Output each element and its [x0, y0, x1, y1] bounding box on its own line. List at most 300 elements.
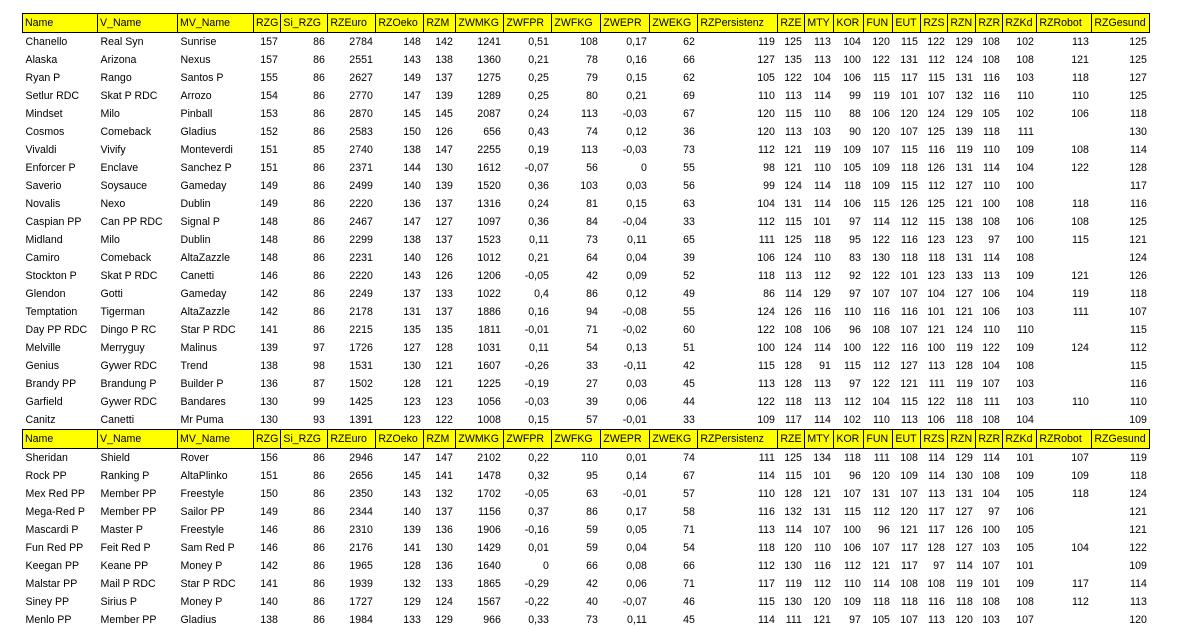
- table-cell: 131: [778, 195, 805, 213]
- table-cell: 1939: [328, 575, 376, 593]
- table-cell: Milo: [98, 105, 178, 123]
- table-cell: 121: [778, 159, 805, 177]
- table-cell: 86: [552, 503, 601, 521]
- table-cell: 66: [650, 557, 698, 575]
- table-cell: Brandung P: [98, 375, 178, 393]
- table-cell: 108: [976, 213, 1003, 231]
- table-cell: 101: [805, 467, 834, 485]
- table-cell: 0,37: [504, 503, 552, 521]
- table-cell: 46: [650, 593, 698, 611]
- table-cell: 115: [893, 33, 921, 52]
- table-cell: 0,24: [504, 105, 552, 123]
- table-cell: 112: [805, 575, 834, 593]
- table-cell: 39: [552, 393, 601, 411]
- table-cell: 111: [921, 375, 948, 393]
- table-cell: 126: [424, 249, 456, 267]
- table-cell: 118: [864, 593, 893, 611]
- table-row: [23, 593, 1150, 611]
- table-cell: 100: [921, 339, 948, 357]
- table-cell: 107: [976, 557, 1003, 575]
- table-cell: 81: [552, 195, 601, 213]
- table-cell: 91: [805, 357, 834, 375]
- table-cell: 118: [948, 411, 976, 429]
- table-cell: 133: [424, 285, 456, 303]
- table-cell: 115: [834, 357, 864, 375]
- table-cell: 128: [376, 557, 424, 575]
- table-cell: 122: [778, 69, 805, 87]
- table-cell: 122: [921, 33, 948, 52]
- table-header-row: [23, 14, 1150, 33]
- table-row: [23, 249, 1150, 267]
- table-cell: 0,36: [504, 177, 552, 195]
- table-cell: 109: [1092, 557, 1150, 575]
- table-cell: 56: [650, 177, 698, 195]
- table-cell: 56: [552, 159, 601, 177]
- table-cell: -0,11: [601, 357, 650, 375]
- table-cell: 130: [778, 557, 805, 575]
- table-cell: 86: [281, 195, 328, 213]
- table-cell: 125: [778, 231, 805, 249]
- table-cell: 111: [698, 231, 778, 249]
- table-cell: 86: [281, 485, 328, 503]
- table-cell: 40: [552, 593, 601, 611]
- table-cell: 99: [834, 87, 864, 105]
- column-header: RZG: [254, 430, 281, 449]
- table-cell: 93: [281, 411, 328, 429]
- table-cell: 131: [864, 485, 893, 503]
- table-cell: Vivify: [98, 141, 178, 159]
- table-cell: Tigerman: [98, 303, 178, 321]
- table-cell: Ranking P: [98, 467, 178, 485]
- table-cell: 142: [254, 285, 281, 303]
- table-cell: Rango: [98, 69, 178, 87]
- table-cell: 2249: [328, 285, 376, 303]
- column-header: Si_RZG: [281, 14, 328, 33]
- table-cell: 966: [456, 611, 504, 629]
- table-row: [23, 51, 1150, 69]
- table-cell: 128: [778, 375, 805, 393]
- table-cell: 118: [1092, 105, 1150, 123]
- table-cell: 0,4: [504, 285, 552, 303]
- table-cell: 33: [650, 213, 698, 231]
- column-header: RZOeko: [376, 430, 424, 449]
- table-cell: 128: [424, 339, 456, 357]
- table-cell: 106: [1003, 213, 1037, 231]
- table-cell: 114: [805, 87, 834, 105]
- table-cell: 153: [254, 105, 281, 123]
- table-cell: 86: [281, 51, 328, 69]
- table-cell: Merryguy: [98, 339, 178, 357]
- table-cell: 95: [834, 231, 864, 249]
- table-cell: 109: [864, 159, 893, 177]
- table-cell: 84: [552, 213, 601, 231]
- table-cell: Rock PP: [23, 467, 98, 485]
- table-cell: Midland: [23, 231, 98, 249]
- table-cell: 118: [1092, 467, 1150, 485]
- table-cell: 110: [698, 485, 778, 503]
- table-cell: Gameday: [178, 285, 254, 303]
- table-cell: 1429: [456, 539, 504, 557]
- table-cell: 111: [698, 449, 778, 468]
- table-cell: 138: [376, 231, 424, 249]
- table-cell: 106: [834, 195, 864, 213]
- column-header: MV_Name: [178, 430, 254, 449]
- table-cell: Master P: [98, 521, 178, 539]
- table-cell: 2784: [328, 33, 376, 52]
- table-cell: 108: [976, 467, 1003, 485]
- table-cell: 116: [1092, 195, 1150, 213]
- table-cell: 64: [552, 249, 601, 267]
- table-cell: 0,16: [601, 51, 650, 69]
- table-cell: 114: [698, 467, 778, 485]
- table-cell: 118: [893, 159, 921, 177]
- table-cell: 86: [281, 69, 328, 87]
- table-cell: 103: [1003, 303, 1037, 321]
- table-cell: 1906: [456, 521, 504, 539]
- table-row: [23, 357, 1150, 375]
- table-cell: Temptation: [23, 303, 98, 321]
- table-cell: Pinball: [178, 105, 254, 123]
- table-cell: 86: [281, 539, 328, 557]
- table-cell: 110: [1003, 321, 1037, 339]
- table-row: [23, 141, 1150, 159]
- column-header: ZWEPR: [601, 14, 650, 33]
- table-cell: -0,03: [504, 393, 552, 411]
- table-cell: -0,16: [504, 521, 552, 539]
- table-row: [23, 213, 1150, 231]
- table-cell: 103: [1003, 375, 1037, 393]
- table-cell: 123: [424, 393, 456, 411]
- table-cell: 148: [254, 249, 281, 267]
- table-cell: 87: [281, 375, 328, 393]
- table-cell: 1056: [456, 393, 504, 411]
- table-cell: 121: [1037, 51, 1092, 69]
- table-cell: 131: [376, 303, 424, 321]
- table-cell: 131: [893, 51, 921, 69]
- table-cell: 1502: [328, 375, 376, 393]
- table-cell: 109: [834, 593, 864, 611]
- table-cell: 0,04: [601, 249, 650, 267]
- table-row: [23, 539, 1150, 557]
- table-cell: Sheridan: [23, 449, 98, 468]
- table-cell: 42: [552, 267, 601, 285]
- table-cell: 136: [254, 375, 281, 393]
- table-cell: 105: [976, 105, 1003, 123]
- table-cell: 121: [893, 375, 921, 393]
- table-cell: 0,05: [601, 521, 650, 539]
- column-header: ZWMKG: [456, 14, 504, 33]
- column-header: RZGesund: [1092, 430, 1150, 449]
- table-cell: Member PP: [98, 611, 178, 629]
- table-cell: Money P: [178, 593, 254, 611]
- breeding-values-table-2: [22, 429, 1150, 629]
- table-cell: 116: [698, 503, 778, 521]
- table-cell: 114: [805, 411, 834, 429]
- table-cell: AltaZazzle: [178, 249, 254, 267]
- table-cell: Garfield: [23, 393, 98, 411]
- table-cell: 106: [921, 411, 948, 429]
- table-cell: 121: [948, 303, 976, 321]
- table-cell: 1965: [328, 557, 376, 575]
- table-cell: 39: [650, 249, 698, 267]
- table-cell: 108: [778, 321, 805, 339]
- table-cell: 36: [650, 123, 698, 141]
- table-cell: 124: [948, 51, 976, 69]
- table-cell: 122: [864, 51, 893, 69]
- table-cell: 147: [424, 449, 456, 468]
- table-cell: [1037, 375, 1092, 393]
- column-header: KOR: [834, 14, 864, 33]
- table-cell: Builder P: [178, 375, 254, 393]
- table-cell: [1037, 177, 1092, 195]
- table-cell: 120: [805, 593, 834, 611]
- column-header: RZGesund: [1092, 14, 1150, 33]
- table-cell: 108: [893, 449, 921, 468]
- table-cell: [1037, 503, 1092, 521]
- table-cell: 130: [778, 593, 805, 611]
- table-cell: 130: [254, 393, 281, 411]
- table-cell: 155: [254, 69, 281, 87]
- table-cell: 80: [552, 87, 601, 105]
- table-cell: 132: [778, 503, 805, 521]
- table-cell: 2102: [456, 449, 504, 468]
- table-cell: 136: [376, 195, 424, 213]
- table-cell: 55: [650, 159, 698, 177]
- table-cell: Mail P RDC: [98, 575, 178, 593]
- table-cell: -0,05: [504, 267, 552, 285]
- table-cell: -0,22: [504, 593, 552, 611]
- table-cell: 109: [1003, 575, 1037, 593]
- table-cell: 107: [893, 485, 921, 503]
- column-header: ZWEKG: [650, 14, 698, 33]
- table-cell: 54: [552, 339, 601, 357]
- table-cell: 134: [805, 449, 834, 468]
- table-cell: Nexus: [178, 51, 254, 69]
- table-cell: Sunrise: [178, 33, 254, 52]
- table-cell: 121: [805, 611, 834, 629]
- table-cell: 2255: [456, 141, 504, 159]
- table-cell: 0,03: [601, 177, 650, 195]
- table-cell: 124: [921, 105, 948, 123]
- table-cell: 127: [948, 539, 976, 557]
- table-cell: 112: [921, 177, 948, 195]
- column-header: RZR: [976, 14, 1003, 33]
- table-cell: 49: [650, 285, 698, 303]
- table-row: [23, 449, 1150, 468]
- table-cell: 63: [552, 485, 601, 503]
- table-cell: Novalis: [23, 195, 98, 213]
- table-cell: Melville: [23, 339, 98, 357]
- table-cell: Skat P RDC: [98, 87, 178, 105]
- table-cell: Sailor PP: [178, 503, 254, 521]
- table-cell: 119: [1037, 285, 1092, 303]
- table-cell: 130: [1092, 123, 1150, 141]
- table-cell: 111: [976, 393, 1003, 411]
- table-cell: 120: [893, 503, 921, 521]
- table-cell: 97: [976, 231, 1003, 249]
- table-cell: 78: [552, 51, 601, 69]
- table-cell: Setlur RDC: [23, 87, 98, 105]
- table-cell: [1037, 521, 1092, 539]
- table-cell: Arizona: [98, 51, 178, 69]
- table-cell: 2583: [328, 123, 376, 141]
- table-cell: 115: [698, 357, 778, 375]
- table-cell: 127: [948, 177, 976, 195]
- table-cell: 71: [552, 321, 601, 339]
- table-cell: Nexo: [98, 195, 178, 213]
- table-cell: 136: [424, 557, 456, 575]
- table-cell: 101: [805, 213, 834, 231]
- table-cell: 114: [778, 285, 805, 303]
- table-cell: 138: [948, 213, 976, 231]
- table-cell: 59: [552, 521, 601, 539]
- table-cell: 150: [376, 123, 424, 141]
- table-cell: 118: [893, 593, 921, 611]
- table-cell: 104: [864, 393, 893, 411]
- column-header: RZPersistenz: [698, 430, 778, 449]
- table-cell: 127: [893, 357, 921, 375]
- table-cell: 2220: [328, 195, 376, 213]
- table-cell: 1289: [456, 87, 504, 105]
- table-cell: 125: [921, 195, 948, 213]
- table-cell: 151: [254, 141, 281, 159]
- table-cell: 107: [864, 141, 893, 159]
- table-cell: 154: [254, 87, 281, 105]
- table-cell: 1097: [456, 213, 504, 231]
- table-cell: 131: [948, 69, 976, 87]
- table-cell: 110: [805, 159, 834, 177]
- table-cell: 42: [552, 575, 601, 593]
- table-cell: 105: [1003, 521, 1037, 539]
- table-cell: Sanchez P: [178, 159, 254, 177]
- table-cell: 116: [976, 69, 1003, 87]
- table-cell: 108: [1037, 141, 1092, 159]
- table-cell: 122: [1092, 539, 1150, 557]
- table-cell: 126: [921, 159, 948, 177]
- table-cell: 113: [921, 485, 948, 503]
- table-cell: 2350: [328, 485, 376, 503]
- table-cell: Saverio: [23, 177, 98, 195]
- table-cell: Freestyle: [178, 521, 254, 539]
- table-cell: 122: [864, 339, 893, 357]
- table-cell: 121: [778, 141, 805, 159]
- table-cell: 107: [893, 123, 921, 141]
- table-cell: 120: [698, 105, 778, 123]
- table-cell: 86: [281, 177, 328, 195]
- table-cell: 110: [552, 449, 601, 468]
- table-cell: 114: [976, 249, 1003, 267]
- table-cell: 115: [1092, 321, 1150, 339]
- table-cell: 118: [1037, 69, 1092, 87]
- table-cell: 2656: [328, 467, 376, 485]
- table-cell: 140: [376, 503, 424, 521]
- table-cell: 67: [650, 467, 698, 485]
- table-cell: Mr Puma: [178, 411, 254, 429]
- table-cell: 129: [948, 33, 976, 52]
- table-cell: 113: [893, 411, 921, 429]
- table-cell: 108: [976, 593, 1003, 611]
- table-cell: 130: [424, 539, 456, 557]
- table-cell: 125: [1092, 51, 1150, 69]
- table-cell: 115: [778, 213, 805, 231]
- table-cell: [1037, 557, 1092, 575]
- table-cell: 69: [650, 87, 698, 105]
- table-cell: 108: [552, 33, 601, 52]
- table-cell: 105: [698, 69, 778, 87]
- header-row: [23, 430, 1150, 449]
- table-cell: 132: [948, 87, 976, 105]
- table-cell: Mindset: [23, 105, 98, 123]
- table-cell: 114: [976, 449, 1003, 468]
- table-cell: 117: [1092, 177, 1150, 195]
- table-cell: 126: [1092, 267, 1150, 285]
- table-cell: 122: [1037, 159, 1092, 177]
- table-cell: 92: [834, 267, 864, 285]
- table-cell: -0,05: [504, 485, 552, 503]
- table-body: [23, 33, 1150, 430]
- table-cell: 113: [778, 267, 805, 285]
- table-cell: 1275: [456, 69, 504, 87]
- table-cell: 1478: [456, 467, 504, 485]
- table-cell: 100: [834, 51, 864, 69]
- table-cell: 51: [650, 339, 698, 357]
- table-cell: 0,11: [504, 231, 552, 249]
- column-header: RZOeko: [376, 14, 424, 33]
- table-cell: 97: [921, 557, 948, 575]
- table-cell: 101: [976, 575, 1003, 593]
- table-cell: 1241: [456, 33, 504, 52]
- table-cell: 121: [864, 557, 893, 575]
- table-cell: 0,06: [601, 575, 650, 593]
- table-cell: 119: [1092, 449, 1150, 468]
- column-header: ZWFKG: [552, 14, 601, 33]
- table-cell: 0,17: [601, 33, 650, 52]
- table-cell: 120: [864, 33, 893, 52]
- table-cell: 0,21: [504, 51, 552, 69]
- table-cell: Gameday: [178, 177, 254, 195]
- table-cell: 104: [834, 33, 864, 52]
- table-cell: 139: [424, 177, 456, 195]
- table-cell: 45: [650, 375, 698, 393]
- table-cell: 104: [698, 195, 778, 213]
- table-cell: 108: [893, 575, 921, 593]
- table-cell: 114: [976, 159, 1003, 177]
- table-cell: Enclave: [98, 159, 178, 177]
- table-cell: 108: [1003, 357, 1037, 375]
- table-cell: 137: [376, 285, 424, 303]
- column-header: ZWEKG: [650, 430, 698, 449]
- table-cell: 149: [376, 69, 424, 87]
- table-cell: 121: [805, 485, 834, 503]
- table-cell: 104: [1003, 411, 1037, 429]
- table-cell: 126: [424, 267, 456, 285]
- table-cell: 106: [698, 249, 778, 267]
- table-cell: 140: [254, 593, 281, 611]
- table-cell: 73: [552, 611, 601, 629]
- table-cell: 147: [376, 449, 424, 468]
- table-cell: 74: [650, 449, 698, 468]
- table-cell: 2870: [328, 105, 376, 123]
- table-cell: -0,26: [504, 357, 552, 375]
- table-cell: 60: [650, 321, 698, 339]
- table-cell: [1037, 357, 1092, 375]
- table-cell: Day PP RDC: [23, 321, 98, 339]
- column-header: FUN: [864, 430, 893, 449]
- table-header-row: [23, 430, 1150, 449]
- table-row: [23, 393, 1150, 411]
- table-cell: 55: [650, 303, 698, 321]
- table-cell: 115: [864, 69, 893, 87]
